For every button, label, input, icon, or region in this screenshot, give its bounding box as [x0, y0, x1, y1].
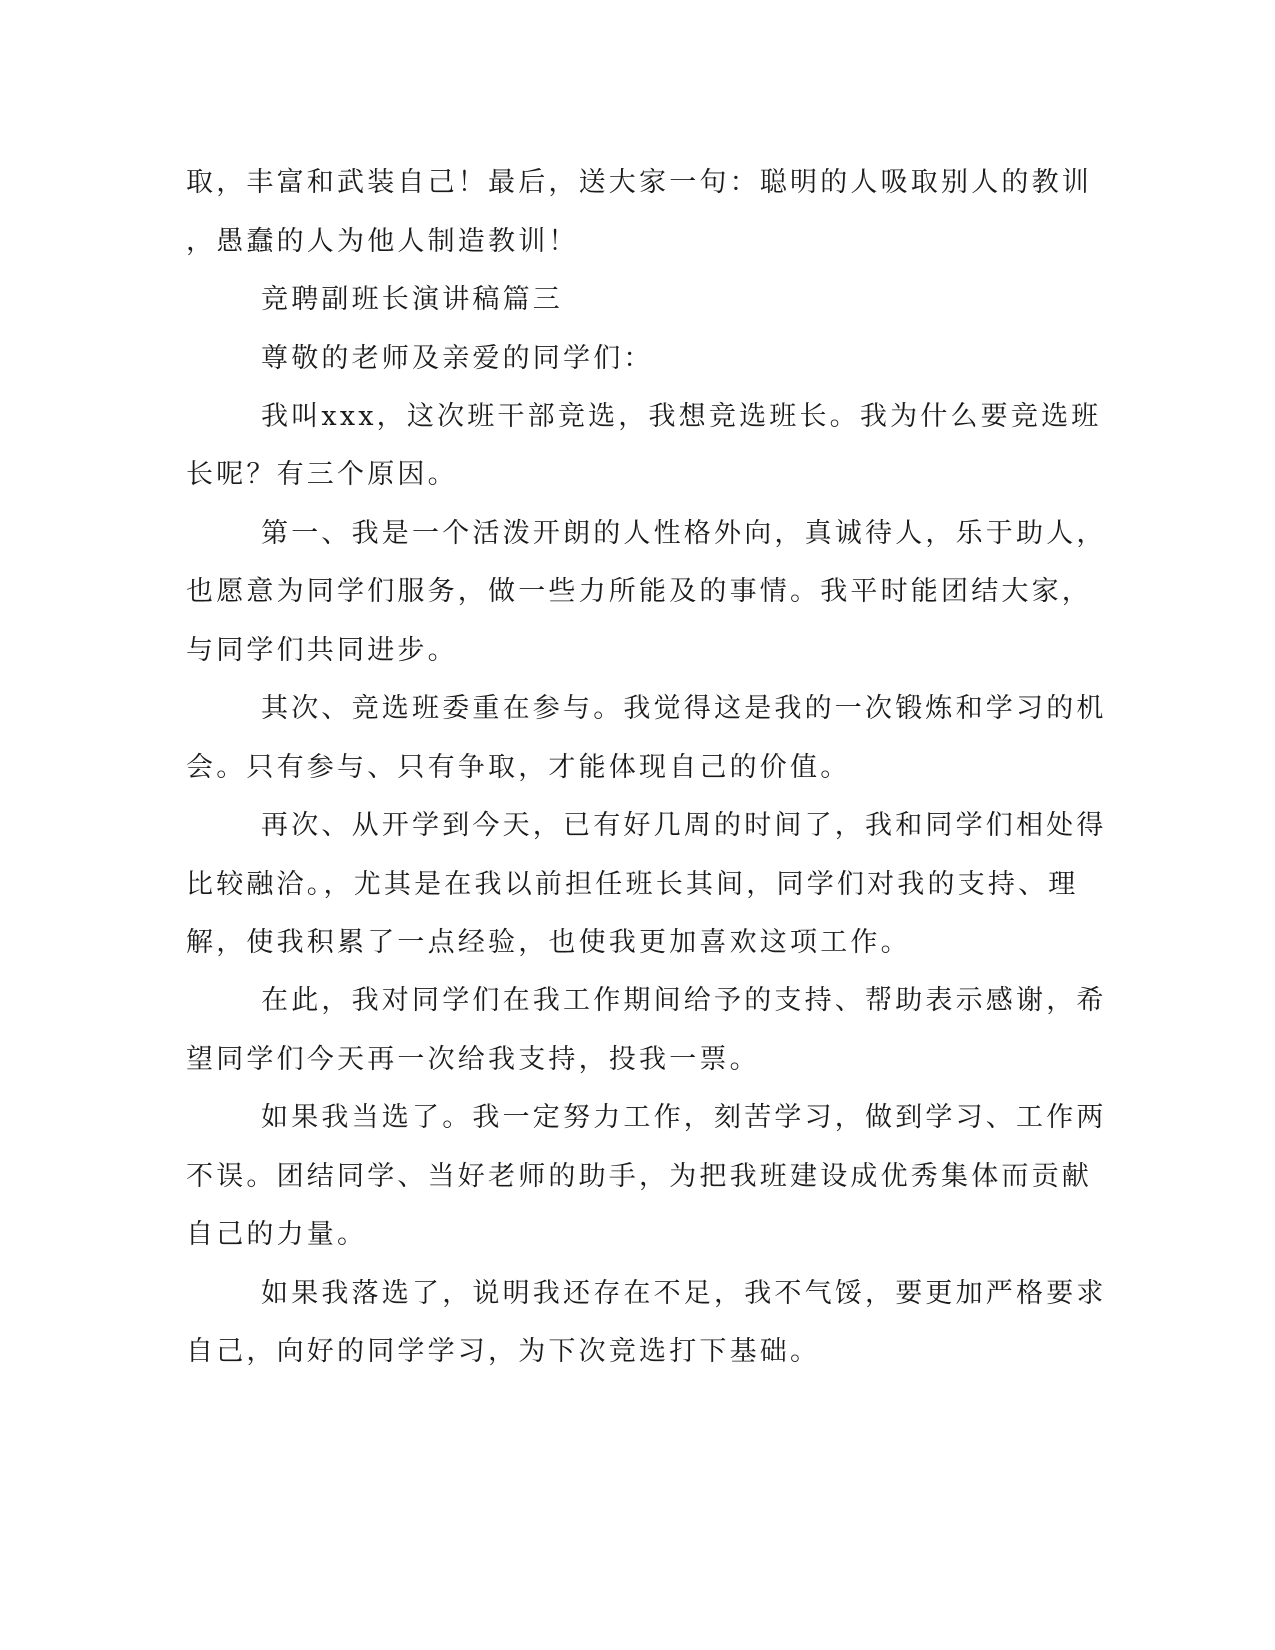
text-line: 比较融洽。，尤其是在我以前担任班长其间，同学们对我的支持、理 — [186, 869, 1079, 900]
text-line: 自己，向好的同学学习，为下次竞选打下基础。 — [186, 1336, 821, 1367]
text-line: 再次、从开学到今天，已有好几周的时间了，我和同学们相处得 — [261, 810, 1107, 841]
text-line: 与同学们共同进步。 — [186, 635, 458, 666]
text-line: 不误。团结同学、当好老师的助手，为把我班建设成优秀集体而贡献 — [186, 1161, 1092, 1192]
section-title: 竞聘副班长演讲稿篇三 — [261, 284, 563, 315]
text-line: ，愚蠢的人为他人制造教训！ — [186, 226, 579, 257]
text-line: 解，使我积累了一点经验，也使我更加喜欢这项工作。 — [186, 927, 911, 958]
text-line: 长呢？有三个原因。 — [186, 459, 458, 490]
text-line: 也愿意为同学们服务，做一些力所能及的事情。我平时能团结大家， — [186, 576, 1092, 607]
text-line: 自己的力量。 — [186, 1219, 368, 1250]
text-line: 第一、我是一个活泼开朗的人性格外向，真诚待人，乐于助人， — [261, 518, 1107, 549]
text-line: 如果我当选了。我一定努力工作，刻苦学习，做到学习、工作两 — [261, 1102, 1107, 1133]
text-line: 会。只有参与、只有争取，才能体现自己的价值。 — [186, 752, 851, 783]
text-line: 如果我落选了，说明我还存在不足，我不气馁，要更加严格要求 — [261, 1278, 1107, 1309]
text-line: 其次、竞选班委重在参与。我觉得这是我的一次锻炼和学习的机 — [261, 693, 1107, 724]
text-line: 在此，我对同学们在我工作期间给予的支持、帮助表示感谢，希 — [261, 985, 1107, 1016]
salutation: 尊敬的老师及亲爱的同学们： — [261, 343, 654, 374]
text-line: 我叫xxx，这次班干部竞选，我想竞选班长。我为什么要竞选班 — [261, 401, 1102, 432]
text-line: 取，丰富和武装自己！最后，送大家一句：聪明的人吸取别人的教训 — [186, 167, 1092, 198]
text-line: 望同学们今天再一次给我支持，投我一票。 — [186, 1044, 760, 1075]
